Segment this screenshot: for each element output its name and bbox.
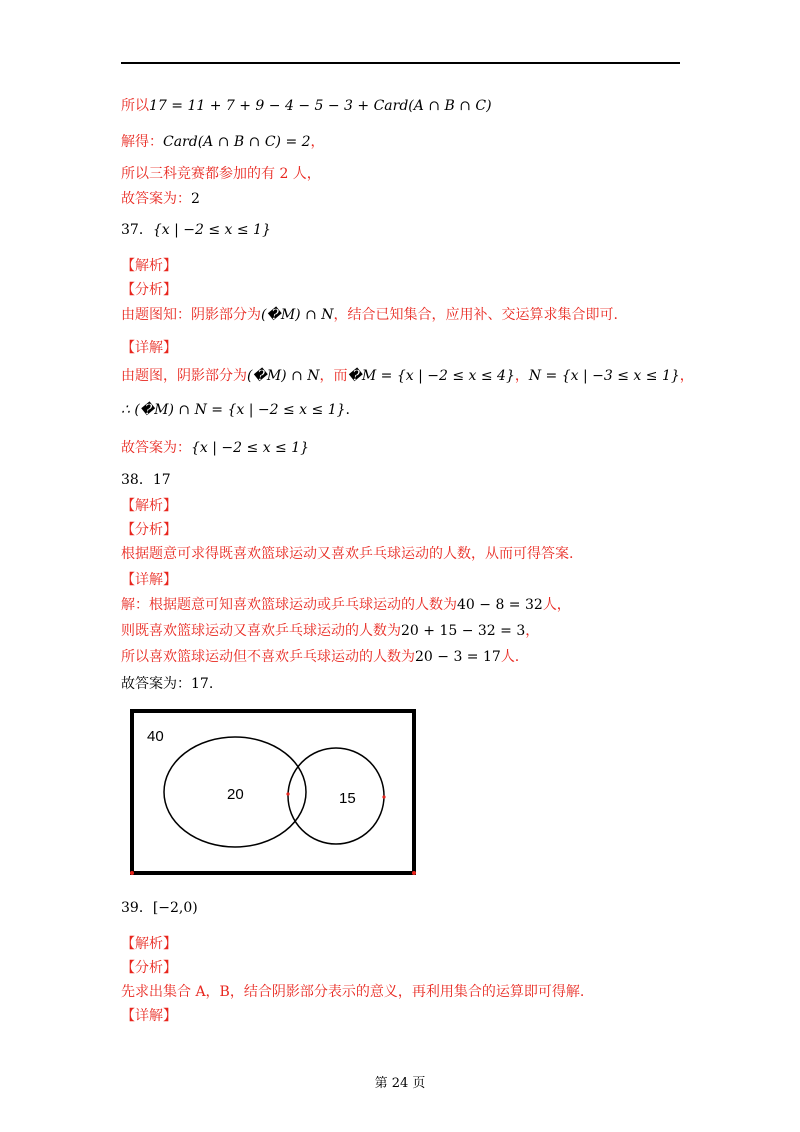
question-number	[121, 220, 271, 240]
text-line	[121, 647, 519, 667]
text-line	[121, 595, 571, 615]
question-number	[121, 898, 198, 918]
line-prefix: 故答案为：	[121, 440, 191, 456]
section-heading: 【详解】	[121, 1008, 177, 1024]
math-expression: [−2,0)	[152, 900, 198, 916]
pingpong-set-circle	[288, 748, 384, 844]
line-prefix: 由题图，阴影部分为	[121, 368, 247, 384]
text-line: 先求出集合 A，B，结合阴影部分表示的意义，再利用集合的运算即可得解.	[121, 984, 585, 1000]
line-prefix: 则既喜欢篮球运动又喜欢乒乓球运动的人数为	[121, 623, 401, 639]
universal-set-rect	[132, 711, 414, 873]
text-line	[121, 400, 350, 420]
corner-marker	[130, 871, 134, 875]
edge-marker	[382, 795, 385, 798]
text-line: 故答案为：17.	[121, 676, 214, 692]
line-prefix: 所以喜欢篮球运动但不喜欢乒乓球运动的人数为	[121, 649, 415, 665]
math-expression: {x | −2 ≤ x ≤ 1}	[191, 440, 310, 456]
line-suffix: 人，	[542, 597, 571, 613]
section-heading: 【分析】	[121, 522, 177, 538]
intersection-marker	[286, 792, 289, 795]
section-heading: 【解析】	[121, 498, 177, 514]
section-heading: 【解析】	[121, 936, 177, 952]
line-suffix: ，	[525, 623, 540, 639]
line-prefix: 39．	[121, 900, 153, 916]
math-expression: {x | −2 ≤ x ≤ 1}	[152, 222, 271, 238]
line-mid: ，	[514, 368, 529, 384]
math-expression: Card(A ∩ B ∩ C) = 2	[163, 134, 311, 150]
line-mid: ，而	[319, 368, 348, 384]
math-expression: N = {x | −3 ≤ x ≤ 1}	[528, 368, 680, 384]
header-rule	[121, 62, 680, 64]
math-expression: 17 = 11 + 7 + 9 − 4 − 5 − 3 + Card(A ∩ B ∩ C)	[149, 98, 492, 114]
line-suffix: ，	[679, 368, 694, 384]
math-expression: 40 − 8 = 32	[457, 597, 543, 613]
math-expression: �M = {x | −2 ≤ x ≤ 4}	[347, 368, 515, 384]
line-prefix: 解：根据题意可知喜欢篮球运动或乒乓球运动的人数为	[121, 597, 457, 613]
line-prefix: 所以	[121, 98, 149, 114]
text-line	[121, 96, 492, 116]
line-suffix: ，结合已知集合，应用补、交运算求集合即可.	[333, 307, 618, 323]
corner-marker	[412, 871, 416, 875]
page-number: 第 24 页	[374, 1076, 426, 1091]
pingpong-label: 15	[339, 790, 356, 807]
text-line	[121, 366, 694, 386]
math-expression: (�M) ∩ N	[261, 307, 334, 323]
venn-diagram	[121, 706, 421, 878]
math-expression: (�M) ∩ N	[247, 368, 320, 384]
section-heading: 【解析】	[121, 258, 177, 274]
text-line: 所以三科竞赛都参加的有 2 人，	[121, 166, 321, 182]
line-prefix: 37．	[121, 222, 153, 238]
line-prefix: 由题图知：阴影部分为	[121, 307, 261, 323]
section-heading: 【详解】	[121, 572, 177, 588]
section-heading: 【详解】	[121, 340, 177, 356]
math-expression: ∴ (�M) ∩ N = {x | −2 ≤ x ≤ 1}	[121, 402, 346, 418]
line-prefix: 解得：	[121, 134, 163, 150]
math-expression: 2	[191, 191, 200, 207]
text-line	[121, 189, 200, 209]
math-expression: 20 − 3 = 17	[415, 649, 501, 665]
total-label: 40	[147, 728, 164, 745]
text-line	[121, 132, 325, 152]
question-number: 38．17	[121, 472, 171, 488]
text-line	[121, 305, 618, 325]
line-suffix: .	[345, 402, 350, 418]
text-line: 根据题意可求得既喜欢篮球运动又喜欢乒乓球运动的人数，从而可得答案.	[121, 546, 574, 562]
line-prefix: 故答案为：	[121, 191, 191, 207]
line-suffix: ，	[310, 134, 325, 150]
line-suffix: 人.	[500, 649, 520, 665]
text-line	[121, 438, 309, 458]
section-heading: 【分析】	[121, 960, 177, 976]
basketball-label: 20	[227, 786, 244, 803]
section-heading: 【分析】	[121, 282, 177, 298]
text-line	[121, 621, 539, 641]
math-expression: 20 + 15 − 32 = 3	[401, 623, 526, 639]
